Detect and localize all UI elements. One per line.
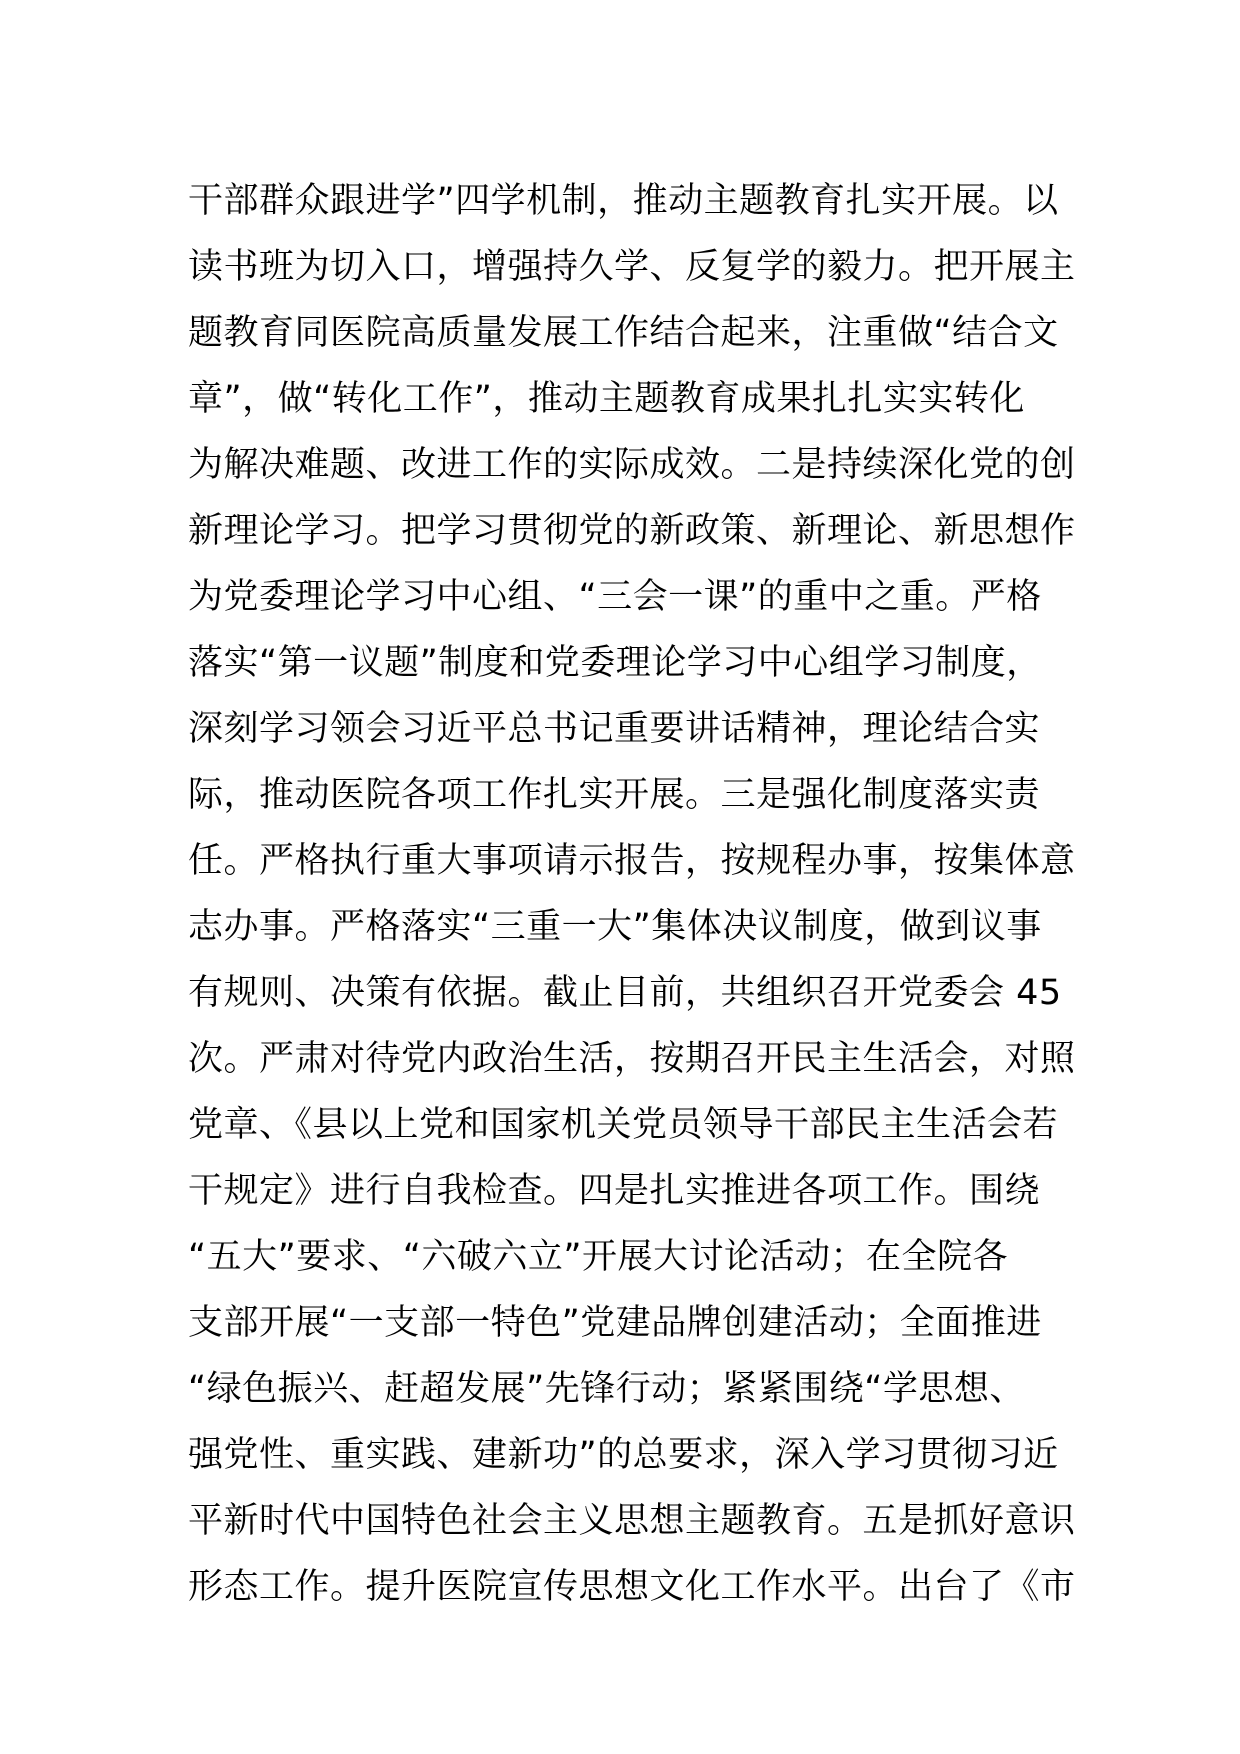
text-line-2: 读书班为切入口，增强持久学、反复学的毅力。把开展主 bbox=[188, 247, 1076, 287]
text-line-14: 次。严肃对待党内政治生活，按期召开民主生活会，对照 bbox=[188, 1039, 1076, 1079]
text-line-6: 新理论学习。把学习贯彻党的新政策、新理论、新思想作 bbox=[188, 511, 1076, 551]
text-line-18: 支部开展“一支部一特色”党建品牌创建活动；全面推进 bbox=[188, 1303, 1042, 1343]
text-line-3: 题教育同医院高质量发展工作结合起来，注重做“结合文 bbox=[188, 313, 1059, 353]
text-line-9: 深刻学习领会习近平总书记重要讲话精神，理论结合实 bbox=[188, 709, 1041, 749]
text-line-20: 强党性、重实践、建新功”的总要求，深入学习贯彻习近 bbox=[188, 1435, 1059, 1475]
text-line-16: 干规定》进行自我检查。四是扎实推进各项工作。围绕 bbox=[188, 1171, 1041, 1211]
text-line-5: 为解决难题、改进工作的实际成效。二是持续深化党的创 bbox=[188, 445, 1076, 485]
text-line-12: 志办事。严格落实“三重一大”集体决议制度，做到议事 bbox=[188, 907, 1042, 947]
text-line-22: 形态工作。提升医院宣传思想文化工作水平。出台了《市 bbox=[188, 1567, 1076, 1607]
text-line-11: 任。严格执行重大事项请示报告，按规程办事，按集体意 bbox=[188, 841, 1076, 881]
text-line-19: “绿色振兴、赶超发展”先锋行动；紧紧围绕“学思想、 bbox=[188, 1369, 1025, 1409]
text-line-1: 干部群众跟进学”四学机制，推动主题教育扎实开展。以 bbox=[188, 181, 1059, 221]
body-text bbox=[188, 168, 1076, 1620]
text-line-7: 为党委理论学习中心组、“三会一课”的重中之重。严格 bbox=[188, 577, 1042, 617]
text-line-15: 党章、《县以上党和国家机关党员领导干部民主生活会若 bbox=[188, 1105, 1059, 1145]
text-line-8: 落实“第一议题”制度和党委理论学习中心组学习制度， bbox=[188, 643, 1042, 683]
text-line-4: 章”，做“转化工作”，推动主题教育成果扎扎实实转化 bbox=[188, 379, 1025, 419]
text-line-10: 际，推动医院各项工作扎实开展。三是强化制度落实责 bbox=[188, 775, 1041, 815]
text-line-13: 有规则、决策有依据。截止目前，共组织召开党委会 45 bbox=[188, 973, 1062, 1013]
text-line-17: “五大”要求、“六破六立”开展大讨论活动；在全院各 bbox=[188, 1237, 1009, 1277]
text-line-21: 平新时代中国特色社会主义思想主题教育。五是抓好意识 bbox=[188, 1501, 1076, 1541]
